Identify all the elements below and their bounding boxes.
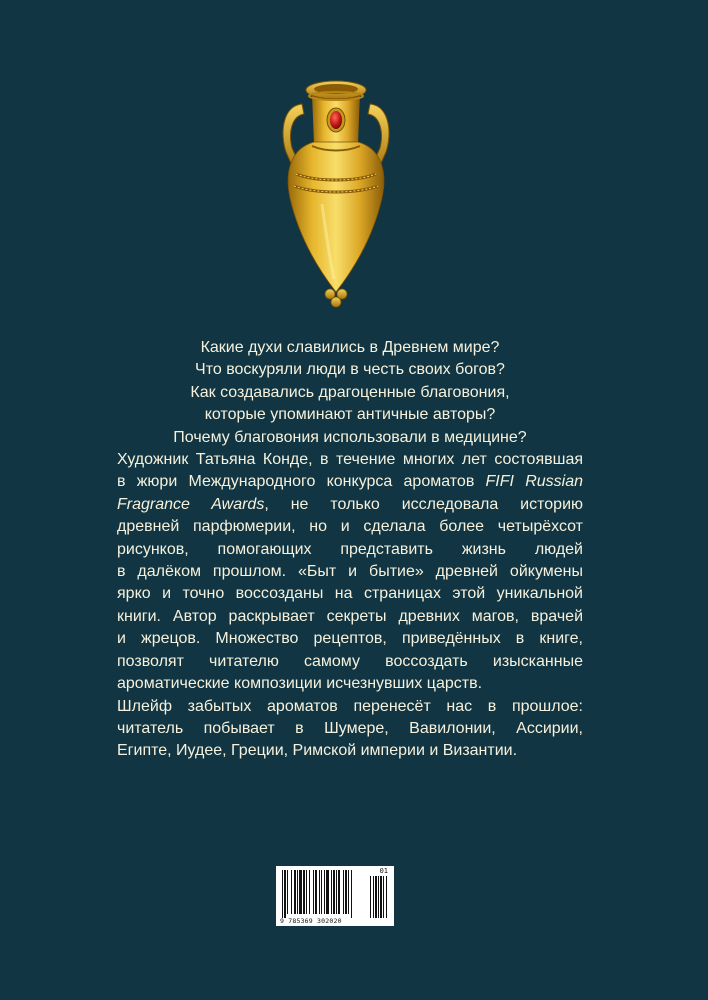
closing-paragraph — [117, 696, 583, 763]
text-line — [117, 494, 583, 516]
barcode-bar — [324, 870, 325, 914]
barcode-bar — [284, 870, 286, 918]
isbn-barcode — [276, 866, 394, 926]
question-line: Какие духи славились в Древнем мире? — [200, 339, 500, 356]
question-line: Что воскуряли люди в честь своих богов? — [195, 361, 505, 379]
barcode-addon-bar — [386, 876, 387, 918]
text-line: в далёком прошлом. «Быт и бытие» древней ойкумены — [117, 563, 583, 581]
text-line: Художник Татьяна Конде, в течение многих лет состоявшая — [117, 451, 583, 469]
barcode-bar — [282, 870, 283, 918]
text-span: в жюри Международного конкурса ароматов — [117, 473, 486, 491]
barcode-bar — [303, 870, 305, 914]
barcode-addon-bar — [373, 876, 374, 918]
barcode-bar — [326, 870, 329, 914]
barcode-bar — [306, 870, 307, 914]
barcode-bar — [336, 870, 337, 914]
gold-amphora-icon — [272, 74, 400, 312]
barcode-bar — [313, 870, 314, 914]
question-line: Как создавались драгоценные благовония, — [190, 383, 510, 401]
barcode-bar — [291, 870, 292, 914]
text-span: , не только исследовала историю — [264, 495, 583, 513]
barcode-addon-digits: 01 — [379, 867, 388, 875]
barcode-bar — [297, 870, 298, 914]
text-line: древней парфюмерии, но и сделала более четырёхсот — [117, 518, 583, 536]
text-line — [117, 471, 583, 493]
award-name: FIFI Russian — [485, 473, 583, 491]
barcode-addon-bar — [370, 876, 371, 918]
text-line: и жрецов. Множество рецептов, приведённых в книге, — [117, 630, 583, 648]
barcode-bar — [345, 870, 347, 914]
barcode-digits: 9 785369 302020 — [280, 917, 342, 925]
barcode-bar — [331, 870, 332, 914]
barcode-addon-bar — [380, 876, 382, 918]
barcode-bar — [309, 870, 310, 914]
text-line: позволят читателю самому воссоздать изысканные — [117, 652, 583, 670]
text-line: Египте, Иудее, Греции, Римской империи и Византии. — [117, 742, 518, 760]
barcode-bar — [299, 870, 302, 914]
question-line: которые упоминают античные авторы? — [204, 406, 496, 424]
barcode-bar — [294, 870, 296, 914]
barcode-addon-bar — [383, 876, 384, 918]
text-line: ярко и точно воссозданы на страницах этой уникальной — [117, 585, 583, 603]
barcode-addon-bar — [375, 876, 377, 918]
barcode-bar — [343, 870, 344, 914]
barcode-bar — [287, 870, 288, 914]
text-line: Шлейф забытых ароматов перенесёт нас в прошлое: — [117, 697, 583, 715]
barcode-bar — [338, 870, 340, 914]
text-line: книги. Автор раскрывает секреты древних магов, врачей — [117, 607, 583, 625]
description-paragraph — [117, 449, 583, 695]
barcode-bar — [348, 870, 349, 914]
award-name: Fragrance Awards — [117, 495, 265, 513]
barcode-bar — [315, 870, 317, 914]
annotation-text — [117, 337, 583, 763]
barcode-bar — [333, 870, 335, 914]
barcode-bar — [321, 870, 322, 914]
barcode-bar — [319, 870, 320, 914]
question-line: Почему благовония использовали в медицине? — [173, 428, 527, 446]
barcode-addon-bar — [378, 876, 379, 918]
text-line: ароматические композиции исчезнувших царств. — [117, 675, 483, 693]
text-line: читатель побывает в Шумере, Вавилонии, Ассирии, — [117, 719, 583, 737]
barcode-bar — [351, 870, 352, 918]
text-line: рисунков, помогающих представить жизнь людей — [117, 540, 583, 558]
